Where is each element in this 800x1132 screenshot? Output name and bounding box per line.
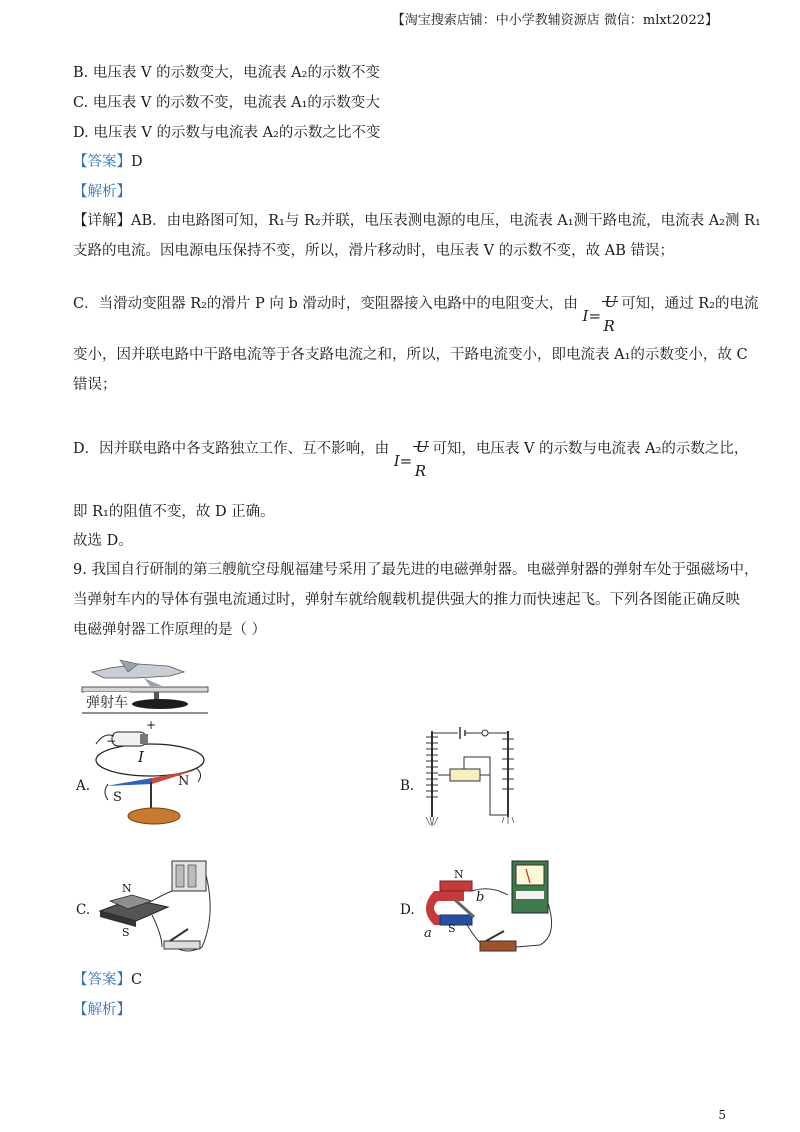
option-d-label: D. [400,902,415,918]
figure-d-generator [420,855,560,960]
fig-c-n: N [122,882,132,895]
answer-9 [73,970,142,990]
analysis-p3b: 即 R₁的阻值不变，故 D 正确。 [73,504,275,520]
answer-value: C [131,972,143,988]
figure-c-motor-rails [92,855,217,955]
answer-value: D [131,154,143,170]
p3a-before: D．因并联电路中各支路独立工作、互不影响，由 [73,441,390,457]
analysis-label: 【解析】 [73,184,131,200]
option-a-label: A. [76,778,91,794]
analysis-p2b: 变小，因并联电路中干路电流等于各支路电流之和，所以，干路电流变小，即电流表 A₁的示数变小，故 C [73,347,748,363]
formula-num: U [415,438,429,456]
formula-lhs: I= [393,452,413,470]
option-b-prev: B. 电压表 V 的示数变大，电流表 A₂的示数不变 [73,65,380,81]
formula-num: U [604,293,618,311]
fig-d-n: N [454,868,464,881]
q9-line2: 当弹射车内的导体有强电流通过时，弹射车就给舰载机提供强大的推力而快速起飞。下列各图能正确反映 [73,592,740,608]
analysis-p3a [73,427,749,480]
page-number: 5 [718,1108,726,1122]
fig-a-plus: + [146,718,157,732]
answer-label: 【答案】 [73,154,131,170]
fig-d-b: b [476,890,485,905]
option-c-prev: C. 电压表 V 的示数不变，电流表 A₁的示数变大 [73,95,380,111]
figure-b-electromagnets [420,725,520,830]
fraction-bar [413,446,429,447]
analysis-conclusion: 故选 D。 [73,533,133,549]
fig-a-s: S [113,790,122,805]
fig-d-s: S [448,922,456,935]
page-header: 【淘宝搜索店铺：中小学教辅资源店 微信：mlxt2022】 [391,13,718,28]
formula-ohm-2 [393,427,429,480]
q9-line1: 9. 我国自行研制的第三艘航空母舰福建号采用了最先进的电磁弹射器。电磁弹射器的弹射车处于强磁场中， [73,562,759,578]
p2a-after: 可知，通过 R₂的电流 [621,296,759,312]
analysis-p2c: 错误； [73,377,117,393]
q9-line3: 电磁弹射器工作原理的是（ ） [73,622,267,638]
formula-den: R [414,462,427,480]
fraction-bar [602,301,618,302]
analysis-p1a: 【详解】AB．由电路图可知，R₁与 R₂并联，电压表测电源的电压，电流表 A₁测干路电流，电流表 A₂测 R₁ [73,213,761,229]
answer-8 [73,152,143,172]
formula-lhs: I= [582,307,602,325]
option-c-label: C. [76,902,91,918]
analysis-p2a [73,282,759,335]
fig-d-a: a [424,926,432,941]
analysis-p1b: 支路的电流。因电源电压保持不变，所以，滑片移动时，电压表 V 的示数不变，故 AB 错误； [73,243,675,259]
catapult-label: 弹射车 [84,692,130,712]
formula-ohm-1 [582,282,618,335]
fig-c-s: S [122,926,130,939]
fig-a-current: I [138,748,144,766]
fig-a-n: N [178,774,190,789]
formula-den: R [603,317,615,335]
analysis-label-9: 【解析】 [73,1002,131,1018]
option-b-label: B. [400,778,415,794]
p3a-after: 可知，电压表 V 的示数与电流表 A₂的示数之比， [432,441,749,457]
p2a-before: C．当滑动变阻器 R₂的滑片 P 向 b 滑动时，变阻器接入电路中的电阻变大，由 [73,296,578,312]
fig-a-minus: − [106,734,117,748]
answer-label: 【答案】 [73,972,131,988]
option-d-prev: D. 电压表 V 的示数与电流表 A₂的示数之比不变 [73,125,381,141]
